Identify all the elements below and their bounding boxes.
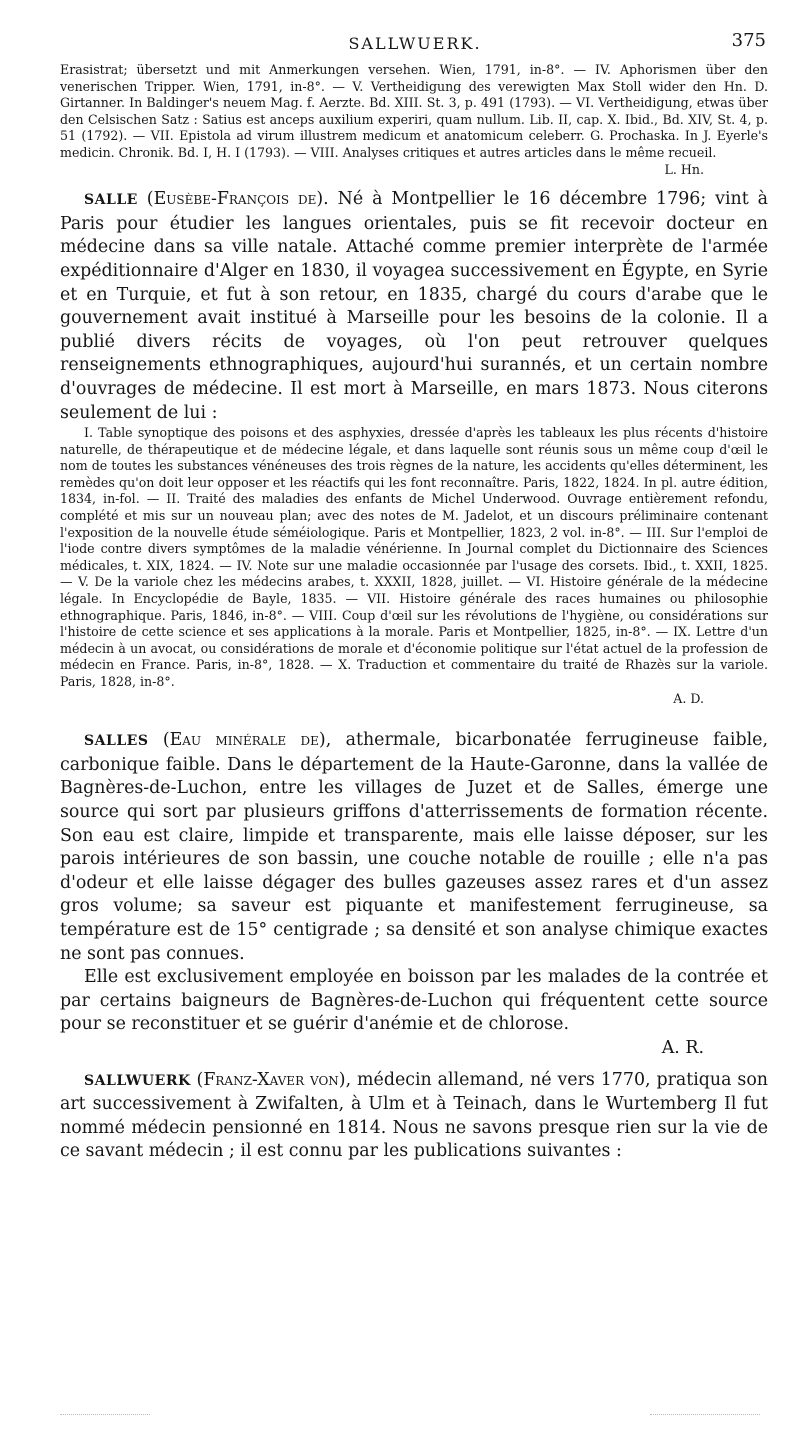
entry-names: (Eau minérale de), <box>162 730 332 751</box>
entry-headword: SALLE <box>84 192 138 209</box>
entry-bibliography: I. Table synoptique des poisons et des asphyxies, dressée d'après les tableaux les plus récents d'histoire naturelle, de thérapeutique et de médecine légale, et dans laquelle sont réunis sous un même coup d'œil le nom de toutes les substances vénéneuses des trois règnes de la nature, les accidents qu'elles déterminent, les remèdes qu'on doit leur opposer et les réactifs qui les font reconnaître. Paris, 1822, 1824. In pl. autre édition, 1834, in-fol. — II. Traité des maladies des enfants de Michel Underwood. Ouvrage entièrement refondu, complété et mis sur un nouveau plan; avec des notes de M. Jadelot, et un discours préliminaire contenant l'exposition de la nouvelle étude séméiologique. Paris et Montpellier, 1823, 2 vol. in-8°. — III. Sur l'emploi de l'iode contre divers symptômes de la maladie vénérienne. In Journal complet du Dictionnaire des Sciences médicales, t. XIX, 1824. — IV. Note sur une maladie occasionnée par l'usage des corsets. Ibid., t. XXII, 1825. — V. De la variole chez les médecins arabes, t. XXXII, 1828, juillet. — VI. Histoire générale de la médecine légale. In Encyclopédie de Bayle, 1835. — VII. Histoire générale des races humaines ou philosophie ethnographique. Paris, 1846, in-8°. — VIII. Coup d'œil sur les révolutions de l'hygiène, ou considérations sur l'histoire de cette science et ses applications à la morale. Paris et Montpellier, 1825, in-8°. — IX. Lettre d'un médecin à un avocat, ou considérations de morale et d'économie politique sur l'état actuel de la profession de médecin en France. Paris, in-8°, 1828. — X. Traduction et commentaire du traité de Rhazès sur la variole. Paris, 1828, in-8°. <box>60 425 768 689</box>
entry-salles <box>60 729 768 1060</box>
continuation-signature: L. Hn. <box>664 161 704 177</box>
entry-text <box>60 1069 768 1164</box>
entry-text <box>60 729 768 966</box>
entry-body: médecin allemand, né vers 1770, pratiqua son art successivement à Zwifalten, à Ulm et à Teinach, dans le Wurtemberg Il fut nommé médecin pensionné en 1814. Nous ne savons presque rien sur la vie de ce savant médecin ; il est connu par les publications suivantes : <box>60 1069 769 1162</box>
page-number: 375 <box>731 30 766 51</box>
entry-sallwuerk <box>60 1069 768 1164</box>
footer-rule-right <box>650 1414 760 1416</box>
entry-names: (Eusèbe-François de). <box>146 189 329 210</box>
entry-salle <box>60 188 768 707</box>
continuation-text: Erasistrat; übersetzt und mit Anmerkungen versehen. Wien, 1791, in-8°. — IV. Aphorismen über den venerischen Tripper. Wien, 1791, in-8°. — V. Vertheidigung des verewigten Max Stoll wider den Hn. D. Girtanner. In Baldinger's neuem Mag. f. Aerzte. Bd. XIII. St. 3, p. 491 (1793). — VI. Vertheidigung, etwas über den Celsischen Satz : Satius est anceps auxilium experiri, quam nullum. Lib. II, cap. X. Ibid., Bd. XIV, St. 4, p. 51 (1792). — VII. Epistola ad virum illustrem medicum et anatomicum celeberr. G. Prochaska. In J. Eyerle's medicin. Chronik. Bd. I, H. I (1793). — VIII. Analyses critiques et autres articles dans le même recueil. <box>60 62 768 160</box>
entry-body: Né à Montpellier le 16 décembre 1796; vint à Paris pour étudier les langues orientales, puis se fit recevoir docteur en médecine dans sa ville natale. Attaché comme premier interprète de l'armée expéditionnaire d'Alger en 1830, il voyagea successivement en Égypte, en Syrie et en Turquie, et fut à son retour, en 1835, chargé du cours d'arabe que le gouvernement avait institué à Marseille pour les besoins de la colonie. Il a publié divers récits de voyages, où l'on peut retrouver quelques renseignements ethnographiques, aujourd'hui surannés, et un certain nombre d'ouvrages de médecine. Il est mort à Marseille, en mars 1873. Nous citerons seulement de lui : <box>60 189 769 423</box>
entry-text <box>60 188 768 425</box>
running-title: SALLWUERK. <box>348 34 482 53</box>
page-body <box>60 62 768 1164</box>
entry-signature: A. R. <box>661 1037 704 1058</box>
entry-headword: SALLWUERK <box>84 1072 191 1089</box>
continuation-entry <box>60 62 768 178</box>
entry-body-continued: Elle est exclusivement employée en boisson par les malades de la contrée et par certains baigneurs de Bagnères-de-Luchon qui fréquentent cette source pour se reconstituer et se guérir d'anémie et de chlorose. <box>60 967 768 1035</box>
running-head <box>60 30 770 58</box>
entry-headword: SALLES <box>84 733 149 750</box>
footer-rule-left <box>60 1414 150 1416</box>
entry-names: (Franz-Xaver von), <box>196 1069 352 1090</box>
entry-signature: A. D. <box>673 690 704 706</box>
entry-body: athermale, bicarbonatée ferrugineuse faible, carbonique faible. Dans le département de la Haute-Garonne, dans la vallée de Bagnères-de-Luchon, entre les villages de Juzet et de Salles, émerge une source qui sort par plusieurs griffons d'atterrissements de formation récente. Son eau est claire, limpide et transparente, mais elle laisse déposer, sur les parois intérieures de son bassin, une couche notable de rouille ; elle n'a pas d'odeur et elle laisse dégager des bulles gazeuses assez rares et d'un assez gros volume; sa saveur est piquante et manifestement ferrugineuse, sa température est de 15° centigrade ; sa densité et son analyse chimique exactes ne sont pas connues. <box>60 730 769 964</box>
